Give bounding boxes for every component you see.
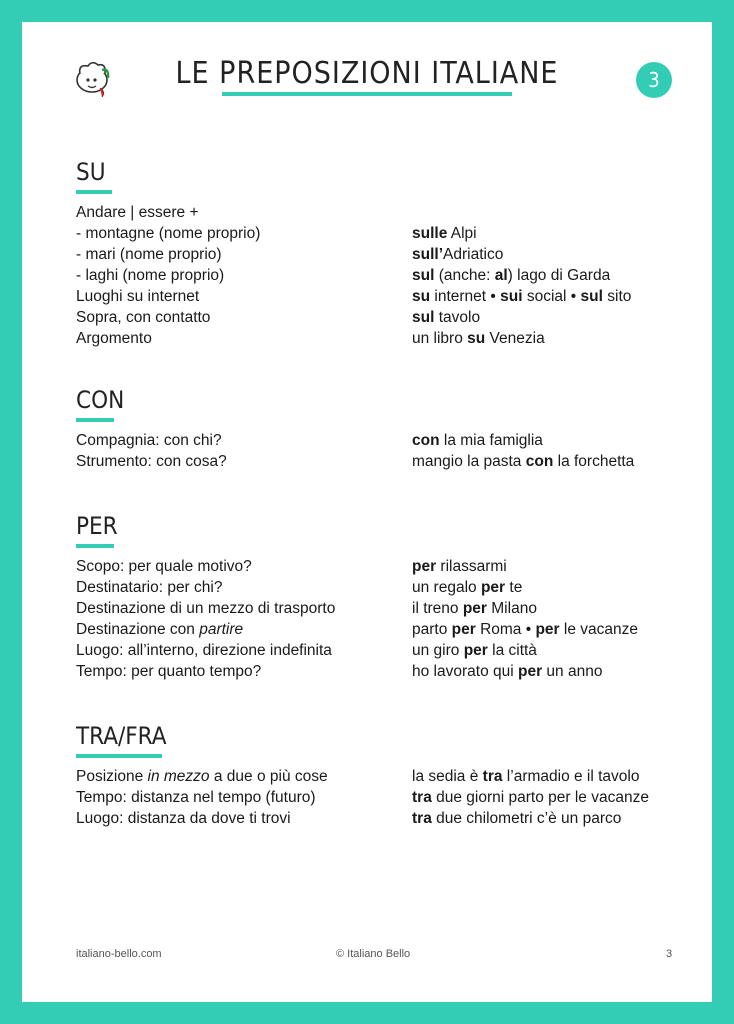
usage-description — [76, 223, 412, 244]
usage-example — [412, 223, 676, 244]
usage-row — [76, 661, 676, 682]
usage-example — [412, 286, 676, 307]
text-segment: un regalo — [412, 579, 481, 596]
heading-underline — [76, 418, 114, 422]
text-segment: la mia famiglia — [439, 432, 543, 449]
text-segment: Destinazione con — [76, 621, 200, 638]
text-segment: l’armadio e il tavolo — [502, 768, 640, 785]
usage-example — [412, 619, 676, 640]
preposition-highlight: su — [412, 288, 431, 305]
usage-description — [76, 619, 412, 640]
section-con — [76, 386, 676, 472]
text-segment: Scopo: per quale motivo? — [76, 558, 252, 575]
usage-description — [76, 430, 412, 451]
usage-row — [76, 307, 676, 328]
usage-description — [76, 286, 412, 307]
preposition-highlight: con — [412, 432, 440, 449]
usage-row — [76, 244, 676, 265]
usage-row — [76, 598, 676, 619]
preposition-highlight: tra — [482, 768, 503, 785]
text-segment: - mari (nome proprio) — [76, 246, 222, 263]
text-segment: la città — [487, 642, 537, 659]
usage-description — [76, 766, 412, 787]
usage-description — [76, 640, 412, 661]
text-segment: ho lavorato qui — [412, 663, 518, 680]
usage-description — [76, 328, 412, 349]
text-segment: Argomento — [76, 330, 152, 347]
usage-row — [76, 556, 676, 577]
usage-description — [76, 307, 412, 328]
preposition-highlight: al — [494, 267, 508, 284]
usage-description — [76, 202, 412, 223]
usage-row — [76, 787, 676, 808]
usage-row — [76, 430, 676, 451]
text-segment: Compagnia: con chi? — [76, 432, 222, 449]
usage-row — [76, 286, 676, 307]
usage-description — [76, 451, 412, 472]
usage-row — [76, 640, 676, 661]
text-segment: Adriatico — [443, 246, 504, 263]
usage-description — [76, 661, 412, 682]
text-segment: Tempo: distanza nel tempo (futuro) — [76, 789, 316, 806]
section-heading: SU — [76, 158, 106, 186]
preposition-highlight: per — [462, 600, 487, 617]
usage-example — [412, 430, 676, 451]
preposition-highlight: con — [525, 453, 554, 470]
text-segment: tavolo — [434, 309, 481, 326]
text-segment: Destinatario: per chi? — [76, 579, 223, 596]
preposition-highlight: sul — [412, 267, 435, 284]
preposition-highlight: tra — [412, 789, 432, 806]
preposition-highlight: per — [480, 579, 506, 596]
usage-description — [76, 598, 412, 619]
text-segment: un libro — [412, 330, 468, 347]
text-segment: Alpi — [447, 225, 477, 242]
usage-example — [412, 766, 676, 787]
text-segment: Luogo: all’interno, direzione indefinita — [76, 642, 332, 659]
heading-underline — [76, 190, 112, 194]
text-segment: Strumento: con cosa? — [76, 453, 227, 470]
text-segment: la forchetta — [553, 453, 635, 470]
usage-row — [76, 808, 676, 829]
usage-example — [412, 307, 676, 328]
text-segment: Destinazione di un mezzo di trasporto — [76, 600, 336, 617]
text-segment: Tempo: per quanto tempo? — [76, 663, 262, 680]
text-segment: due giorni parto per le vacanze — [431, 789, 649, 806]
usage-description — [76, 556, 412, 577]
section-rows — [76, 202, 676, 349]
preposition-highlight: per — [451, 621, 476, 638]
section-heading: CON — [76, 386, 125, 414]
usage-example — [412, 598, 676, 619]
usage-example — [412, 265, 676, 286]
text-segment: rilassarmi — [436, 558, 507, 575]
preposition-highlight: sull’ — [412, 246, 444, 263]
preposition-highlight: per — [463, 642, 488, 659]
footer-page-number: 3 — [666, 948, 673, 960]
section-su — [76, 158, 676, 349]
text-segment: il treno — [412, 600, 463, 617]
text-segment: Sopra, con contatto — [76, 309, 211, 326]
usage-example — [412, 556, 676, 577]
text-segment: (anche: — [434, 267, 495, 284]
text-segment: sito — [602, 288, 632, 305]
section-rows — [76, 430, 676, 472]
text-segment: mangio la pasta — [412, 453, 526, 470]
usage-row — [76, 766, 676, 787]
usage-example — [412, 244, 676, 265]
usage-row — [76, 328, 676, 349]
text-segment: te — [505, 579, 523, 596]
text-segment: la sedia è — [412, 768, 483, 785]
section-tra-fra — [76, 722, 676, 829]
text-segment: ) lago di Garda — [507, 267, 611, 284]
text-segment: Venezia — [485, 330, 545, 347]
section-per — [76, 512, 676, 682]
usage-description — [76, 265, 412, 286]
text-segment: un anno — [542, 663, 603, 680]
preposition-highlight: sul — [580, 288, 603, 305]
usage-example — [412, 451, 676, 472]
section-rows — [76, 766, 676, 829]
heading-underline — [76, 544, 114, 548]
usage-row — [76, 202, 676, 223]
usage-example — [412, 808, 676, 829]
usage-row — [76, 577, 676, 598]
worksheet-page — [22, 22, 712, 1002]
title-underline — [222, 92, 512, 96]
section-heading: TRA/FRA — [76, 722, 167, 750]
preposition-highlight: su — [467, 330, 486, 347]
usage-example — [412, 577, 676, 598]
text-segment: partire — [199, 621, 244, 638]
text-segment: internet • — [430, 288, 501, 305]
preposition-highlight: sulle — [412, 225, 448, 242]
usage-example — [412, 661, 676, 682]
footer-website: italiano-bello.com — [76, 948, 162, 960]
usage-example — [412, 640, 676, 661]
usage-example — [412, 328, 676, 349]
section-heading: PER — [76, 512, 118, 540]
usage-example — [412, 202, 676, 223]
preposition-highlight: sul — [412, 309, 435, 326]
page-number-badge: 3 — [636, 62, 672, 98]
usage-row — [76, 619, 676, 640]
text-segment: le vacanze — [559, 621, 639, 638]
usage-row — [76, 451, 676, 472]
page-title: LE PREPOSIZIONI ITALIANE — [175, 56, 559, 91]
text-segment: - laghi (nome proprio) — [76, 267, 225, 284]
text-segment: in mezzo — [147, 768, 210, 785]
text-segment: Luogo: distanza da dove ti trovi — [76, 810, 291, 827]
usage-description — [76, 577, 412, 598]
preposition-highlight: tra — [412, 810, 432, 827]
usage-row — [76, 265, 676, 286]
preposition-highlight: per — [535, 621, 560, 638]
text-segment: Roma • — [475, 621, 536, 638]
text-segment: un giro — [412, 642, 464, 659]
text-segment: parto — [412, 621, 452, 638]
usage-description — [76, 787, 412, 808]
text-segment: - montagne (nome proprio) — [76, 225, 261, 242]
section-rows — [76, 556, 676, 682]
usage-description — [76, 808, 412, 829]
text-segment: Posizione — [76, 768, 148, 785]
text-segment: Luoghi su internet — [76, 288, 200, 305]
usage-row — [76, 223, 676, 244]
preposition-highlight: per — [412, 558, 437, 575]
preposition-highlight: per — [518, 663, 543, 680]
heading-underline — [76, 754, 162, 758]
usage-description — [76, 244, 412, 265]
preposition-highlight: sui — [500, 288, 523, 305]
text-segment: due chilometri c’è un parco — [431, 810, 622, 827]
text-segment: social • — [522, 288, 581, 305]
text-segment: Andare | essere + — [76, 204, 199, 221]
usage-example — [412, 787, 676, 808]
text-segment: a due o più cose — [209, 768, 328, 785]
text-segment: Milano — [486, 600, 537, 617]
footer-copyright: © Italiano Bello — [336, 948, 411, 960]
